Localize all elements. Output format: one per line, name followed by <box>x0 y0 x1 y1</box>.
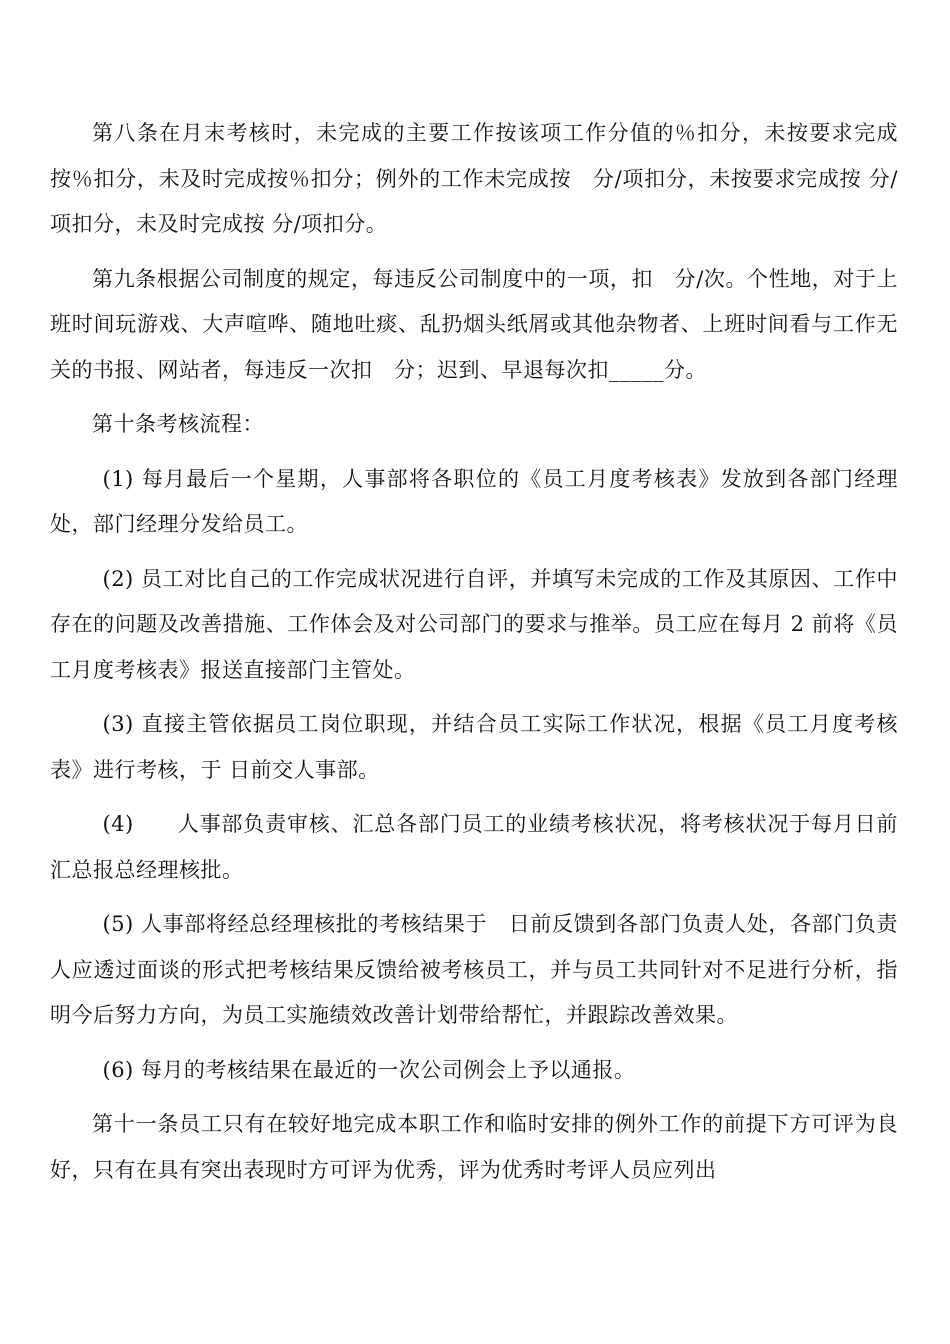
process-step-5: (5) 人事部将经总经理核批的考核结果于 日前反馈到各部门负责人处，各部门负责人应透过面谈的形式把考核结果反馈给被考核员工，并与员工共同针对不足进行分析，指明今后努力方向，为员工实施绩效改善计划带给帮忙，并跟踪改善效果。 <box>50 912 898 1027</box>
article-10-heading: 第十条考核流程： <box>92 412 264 436</box>
article-11-paragraph: 第十一条员工只有在较好地完成本职工作和临时安排的例外工作的前提下方可评为良好，只有在具有突出表现时方可评为优秀，评为优秀时考评人员应列出 <box>50 1112 898 1182</box>
process-step-1: (1) 每月最后一个星期，人事部将各职位的《员工月度考核表》发放到各部门经理处，部门经理分发给员工。 <box>50 466 898 536</box>
article-9-paragraph: 第九条根据公司制度的规定，每违反公司制度中的一项，扣 分/次。个性地，对于上班时间玩游戏、大声喧哗、随地吐痰、乱扔烟头纸屑或其他杂物者、上班时间看与工作无关的书报、网站者，每违反一次扣 分；迟到、早退每次扣_____分。 <box>50 266 898 382</box>
document-page <box>50 111 898 1202</box>
process-step-6: (6) 每月的考核结果在最近的一次公司例会上予以通报。 <box>102 1057 636 1082</box>
article-8-paragraph: 第八条在月末考核时，未完成的主要工作按该项工作分值的％扣分，未按要求完成按％扣分，未及时完成按％扣分；例外的工作未完成按 分/项扣分，未按要求完成按 分/项扣分，未及时完成按 分/项扣分。 <box>50 121 898 236</box>
process-step-3: (3) 直接主管依据员工岗位职现，并结合员工实际工作状况，根据《员工月度考核表》进行考核，于 日前交人事部。 <box>50 712 898 782</box>
process-step-4: (4) 人事部负责审核、汇总各部门员工的业绩考核状况，将考核状况于每月日前汇总报总经理核批。 <box>50 812 898 882</box>
process-step-2: (2) 员工对比自己的工作完成状况进行自评，并填写未完成的工作及其原因、工作中存在的问题及改善措施、工作体会及对公司部门的要求与推举。员工应在每月 2 前将《员工月度考核表》报送直接部门主管处。 <box>50 566 898 682</box>
